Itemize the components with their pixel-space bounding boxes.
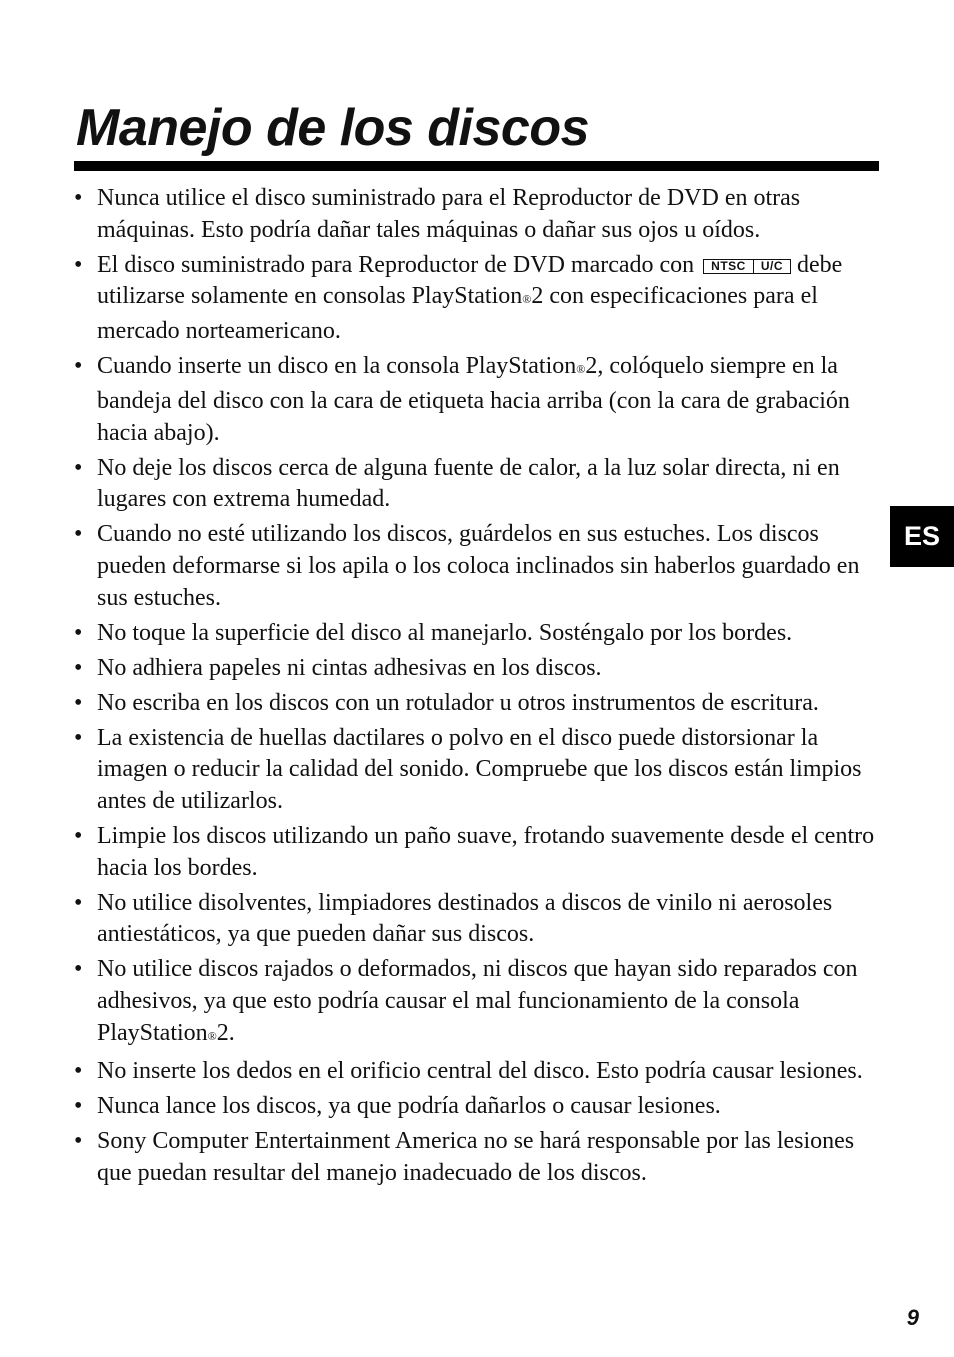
bullet: • — [74, 1092, 83, 1119]
bullet: • — [74, 353, 83, 380]
item-text: La existencia de huellas dactilares o polvo en el disco puede distorsionar la imagen o reducir la calidad del sonido. Compruebe que los discos están limpios antes de utilizarlos. — [97, 724, 862, 815]
bullet: • — [74, 724, 83, 751]
badge-left: NTSC — [711, 258, 746, 273]
item-text: Cuando no esté utilizando los discos, guárdelos en sus estuches. Los discos pueden deformarse si los apila o los coloca inclinados sin haberlos guardado en sus estuches. — [97, 521, 860, 611]
item-text: 2. — [216, 1019, 235, 1046]
item-text: 2 con especificaciones para el mercado norteamericano. — [97, 283, 818, 345]
page-number: 9 — [906, 1305, 919, 1330]
list-item — [74, 1056, 882, 1088]
item-text: No utilice discos rajados o deformados, ni discos que hayan sido reparados con adhesivos, ya que esto podría causar el mal funcionamiento de la consola PlayStation — [97, 956, 858, 1046]
list-item — [74, 888, 882, 951]
item-text: 2, colóquelo siempre en la bandeja del disco con la cara de etiqueta hacia arriba (con la cara de grabación hacia abajo). — [97, 353, 850, 446]
bullet: • — [74, 889, 83, 916]
item-text: No inserte los dedos en el orificio central del disco. Esto podría causar lesiones. — [97, 1057, 863, 1084]
item-text: No toque la superficie del disco al manejarlo. Sosténgalo por los bordes. — [97, 619, 793, 646]
language-tab: ES — [890, 506, 954, 567]
list-item — [74, 723, 882, 818]
list-item — [74, 351, 882, 449]
item-text: Sony Computer Entertainment America no se hará responsable por las lesiones que puedan resultar del manejo inadecuado de los discos. — [97, 1127, 855, 1186]
registered-mark: ® — [207, 1028, 217, 1043]
badge-right: U/C — [753, 260, 790, 273]
handling-list — [74, 183, 882, 1193]
list-item — [74, 821, 882, 884]
bullet: • — [74, 185, 83, 211]
list-item — [74, 954, 882, 1052]
page-title: Manejo de los discos — [76, 99, 590, 157]
list-item — [74, 453, 882, 516]
registered-mark: ® — [576, 362, 586, 377]
bullet: • — [74, 654, 83, 681]
item-text: No adhiera papeles ni cintas adhesivas en los discos. — [97, 654, 602, 681]
list-item — [74, 250, 882, 348]
bullet: • — [74, 251, 83, 278]
item-text: Cuando inserte un disco en la consola PlayStation — [97, 353, 577, 380]
list-item — [74, 653, 882, 685]
item-text: El disco suministrado para Reproductor de DVD marcado con — [97, 251, 695, 278]
registered-mark: ® — [522, 292, 532, 307]
item-text: No deje los discos cerca de alguna fuente de calor, a la luz solar directa, ni en lugares con extrema humedad. — [97, 454, 840, 513]
bullet: • — [74, 689, 83, 716]
bullet: • — [74, 956, 83, 983]
ntsc-uc-region-badge — [703, 259, 791, 274]
bullet: • — [74, 619, 83, 646]
item-text: Nunca lance los discos, ya que podría dañarlos o causar lesiones. — [97, 1092, 721, 1119]
list-item — [74, 519, 882, 614]
item-text: No escriba en los discos con un rotulador u otros instrumentos de escritura. — [97, 689, 819, 716]
bullet: • — [74, 1057, 83, 1084]
item-text: Nunca utilice el disco suministrado para el Reproductor de DVD en otras máquinas. Esto podría dañar tales máquinas o dañar sus ojos u oídos. — [97, 185, 801, 243]
bullet: • — [74, 454, 83, 481]
bullet: • — [74, 1127, 83, 1154]
list-item — [74, 183, 882, 246]
item-text: Limpie los discos utilizando un paño suave, frotando suavemente desde el centro hacia los bordes. — [97, 823, 875, 881]
item-text: debe utilizarse solamente en consolas PlayStation — [97, 251, 843, 310]
list-item — [74, 1091, 882, 1123]
bullet: • — [74, 521, 83, 548]
list-item — [74, 1126, 882, 1189]
item-text: No utilice disolventes, limpiadores destinados a discos de vinilo ni aerosoles antiestáticos, ya que pueden dañar sus discos. — [97, 889, 833, 948]
list-item — [74, 688, 882, 720]
bullet: • — [74, 823, 83, 850]
list-item — [74, 618, 882, 650]
title-rule — [74, 161, 879, 171]
